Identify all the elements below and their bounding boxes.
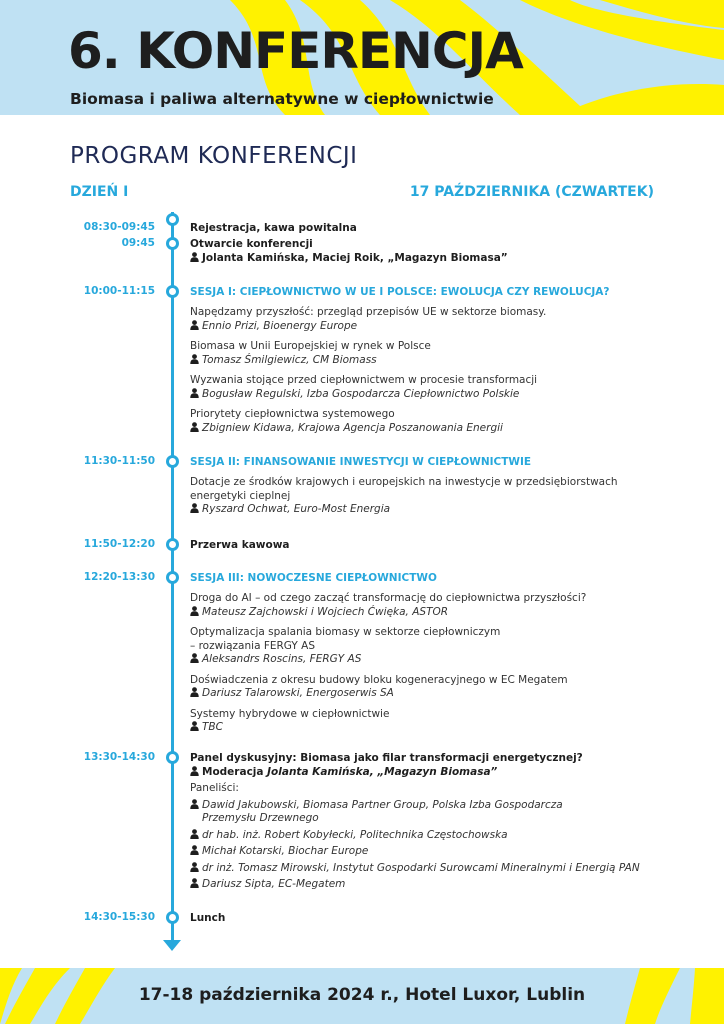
person-icon bbox=[190, 878, 199, 888]
person-icon bbox=[190, 422, 199, 432]
talk bbox=[190, 340, 670, 367]
timeline-arrow-icon bbox=[163, 940, 181, 951]
talk-title: Priorytety ciepłownictwa systemowego bbox=[190, 408, 395, 420]
talk-speaker: Aleksandrs Roscins, FERGY AS bbox=[202, 653, 362, 665]
talk-title: Wyzwania stojące przed ciepłownictwem w procesie transformacji bbox=[190, 374, 538, 386]
talk-title: Biomasa w Unii Europejskiej w rynek w Polsce bbox=[190, 340, 431, 352]
person-icon bbox=[190, 354, 199, 364]
talk-speaker: Tomasz Śmilgiewicz, CM Biomass bbox=[202, 353, 377, 366]
talk-title-line2: – rozwiązania FERGY AS bbox=[190, 639, 316, 652]
opening-speakers: Jolanta Kamińska, Maciej Roik, „Magazyn Biomasa” bbox=[202, 252, 508, 264]
agenda-item-session3 bbox=[190, 571, 670, 742]
panelists-label: Paneliści: bbox=[190, 782, 239, 794]
talk bbox=[190, 408, 670, 435]
person-icon bbox=[190, 766, 199, 776]
agenda-item-session1 bbox=[190, 285, 670, 442]
agenda-item-panel bbox=[190, 751, 670, 892]
time-session2: 11:30-11:50 bbox=[83, 455, 155, 467]
timeline-node bbox=[166, 751, 179, 764]
panelist-name: Dariusz Sipta, EC-Megatem bbox=[202, 878, 346, 890]
person-icon bbox=[190, 687, 199, 697]
talk-title-line1: Optymalizacja spalania biomasy w sektorze ciepłowniczym bbox=[190, 626, 501, 638]
talk-speaker: Ennio Prizi, Bioenergy Europe bbox=[202, 319, 358, 332]
time-opening: 09:45 bbox=[121, 237, 155, 249]
person-icon bbox=[190, 252, 199, 262]
talk-speaker: Zbigniew Kidawa, Krajowa Agencja Poszanowania Energii bbox=[202, 421, 503, 434]
talk-title: Systemy hybrydowe w ciepłownictwie bbox=[190, 707, 390, 720]
talk-title-line1: Dotacje ze środków krajowych i europejskich na inwestycje w przedsiębiorstwach bbox=[190, 476, 618, 488]
header-banner bbox=[0, 0, 724, 115]
day-date: 17 PAŹDZIERNIKA (CZWARTEK) bbox=[409, 184, 654, 200]
timeline-node bbox=[166, 213, 179, 226]
timeline-node bbox=[166, 285, 179, 298]
registration-title: Rejestracja, kawa powitalna bbox=[190, 222, 357, 234]
timeline-node bbox=[166, 237, 179, 250]
person-icon bbox=[190, 320, 199, 330]
person-icon bbox=[190, 799, 199, 809]
panelist bbox=[190, 862, 670, 876]
session1-title: SESJA I: CIEPŁOWNICTWO W UE I POLSCE: EWOLUCJA CZY REWOLUCJA? bbox=[190, 286, 610, 298]
talk bbox=[190, 708, 670, 735]
person-icon bbox=[190, 862, 199, 872]
person-icon bbox=[190, 606, 199, 616]
session3-title: SESJA III: NOWOCZESNE CIEPŁOWNICTWO bbox=[190, 572, 437, 584]
talk bbox=[190, 626, 670, 667]
agenda-item-lunch bbox=[190, 911, 670, 925]
person-icon bbox=[190, 503, 199, 513]
timeline-node bbox=[166, 538, 179, 551]
talk bbox=[190, 674, 670, 701]
talk-title-line2: energetyki cieplnej bbox=[190, 489, 291, 502]
person-icon bbox=[190, 845, 199, 855]
talk-title: Napędzamy przyszłość: przegląd przepisów UE w sektorze biomasy. bbox=[190, 306, 547, 318]
panelist-name: dr inż. Tomasz Mirowski, Instytut Gospodarki Surowcami Mineralnymi i Energią PAN bbox=[202, 861, 640, 874]
footer-event-info: 17-18 października 2024 r., Hotel Luxor, Lublin bbox=[138, 985, 586, 1005]
talk-title: Droga do AI – od czego zacząć transformację do ciepłownictwa przyszłości? bbox=[190, 592, 587, 604]
moderator-name: Jolanta Kamińska, „Magazyn Biomasa” bbox=[267, 766, 498, 778]
panelist bbox=[190, 878, 670, 892]
moderation-label: Moderacja bbox=[202, 766, 264, 778]
agenda-item-session2 bbox=[190, 455, 670, 517]
talk-speaker: Ryszard Ochwat, Euro-Most Energia bbox=[202, 503, 391, 515]
panelist-name: Michał Kotarski, Biochar Europe bbox=[202, 845, 369, 857]
talk-speaker: Bogusław Regulski, Izba Gospodarcza Ciepłownictwo Polskie bbox=[202, 387, 520, 400]
talk-speaker: Mateusz Zajchowski i Wojciech Ćwięka, ASTOR bbox=[202, 605, 449, 618]
talk-title: Doświadczenia z okresu budowy bloku kogeneracyjnego w EC Megatem bbox=[190, 673, 568, 686]
time-break: 11:50-12:20 bbox=[83, 538, 155, 550]
panelist-name-continued: Przemysłu Drzewnego bbox=[202, 812, 319, 824]
talk bbox=[190, 592, 670, 619]
break-title: Przerwa kawowa bbox=[190, 539, 290, 551]
program-title: PROGRAM KONFERENCJI bbox=[70, 143, 358, 169]
opening-title: Otwarcie konferencji bbox=[190, 238, 313, 250]
panel-title: Panel dyskusyjny: Biomasa jako filar transformacji energetycznej? bbox=[190, 752, 583, 764]
conference-title: 6. KONFERENCJA bbox=[68, 22, 523, 80]
talk-speaker: TBC bbox=[202, 721, 223, 733]
session2-title: SESJA II: FINANSOWANIE INWESTYCJI W CIEPŁOWNICTWIE bbox=[190, 456, 532, 468]
panelist-name: Dawid Jakubowski, Biomasa Partner Group, Polska Izba Gospodarcza bbox=[202, 798, 563, 811]
talk-speaker: Dariusz Talarowski, Energoserwis SA bbox=[202, 687, 394, 699]
footer-banner bbox=[0, 968, 724, 1024]
agenda-item-break bbox=[190, 538, 670, 552]
time-lunch: 14:30-15:30 bbox=[83, 911, 155, 923]
lunch-title: Lunch bbox=[190, 912, 226, 924]
person-icon bbox=[190, 388, 199, 398]
talk bbox=[190, 374, 670, 401]
timeline-node bbox=[166, 571, 179, 584]
person-icon bbox=[190, 721, 199, 731]
person-icon bbox=[190, 829, 199, 839]
time-registration: 08:30-09:45 bbox=[83, 221, 155, 233]
time-session1: 10:00-11:15 bbox=[83, 285, 155, 297]
time-session3: 12:20-13:30 bbox=[83, 571, 155, 583]
panelist bbox=[190, 799, 670, 813]
agenda-item-registration bbox=[190, 221, 670, 235]
time-panel: 13:30-14:30 bbox=[83, 751, 155, 763]
agenda-item-opening bbox=[190, 237, 670, 265]
talk bbox=[190, 306, 670, 333]
person-icon bbox=[190, 653, 199, 663]
panelist-name: dr hab. inż. Robert Kobyłecki, Politechnika Częstochowska bbox=[202, 828, 508, 841]
timeline-node bbox=[166, 455, 179, 468]
day-label: DZIEŃ I bbox=[70, 184, 129, 200]
timeline-node bbox=[166, 911, 179, 924]
panelist bbox=[190, 845, 670, 859]
conference-subtitle: Biomasa i paliwa alternatywne w ciepłownictwie bbox=[70, 90, 494, 108]
panelist bbox=[190, 829, 670, 843]
